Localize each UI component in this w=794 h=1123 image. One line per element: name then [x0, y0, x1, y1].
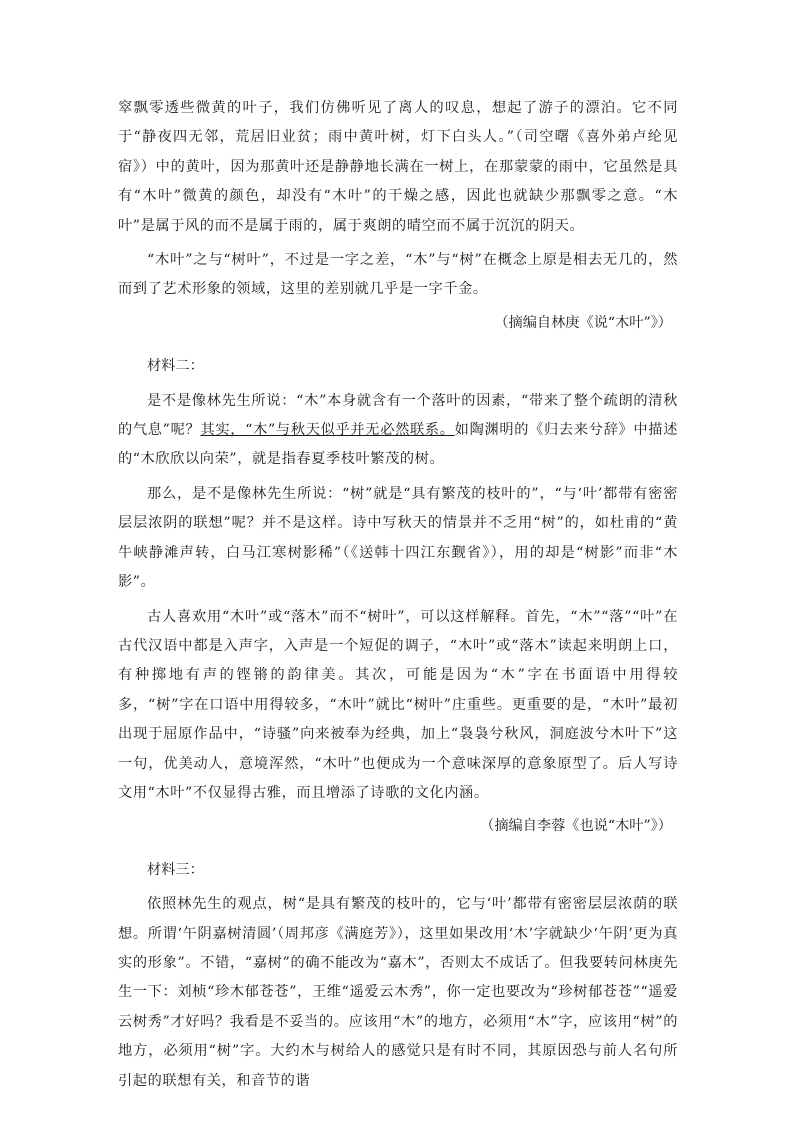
- underlined-sentence: 其实，“木”与秋天似乎并无必然联系。: [200, 422, 455, 439]
- paragraph-6: 依照林先生的观点，树“是具有繁茂的枝叶的，它与‘叶’都带有密密层层浓荫的联想。所谓‘午阴嘉树清圆’（周邦彦《满庭芳》），这里如果改用‘木’字就缺少‘午阴’更为真实的形象”。不错，“嘉树”的确不能改为“嘉木”，否则太不成话了。但我要转问林庚先生一下：刘桢“珍木郁苍苍”，王维“遥爱云木秀”，你一定也要改为“珍树郁苍苍”“遥爱云树秀”才好吗？我看是不妥当的。应该用“木”的地方，必须用“木”字，应该用“树”的地方，必须用“树”字。大约木与树给人的感觉只是有时不同，其原因恐与前人名句所引起的联想有关，和音节的谐: [118, 896, 678, 1089]
- source-citation-2: （摘编自李蓉《也说“木叶”》）: [480, 818, 672, 835]
- paragraph-3: [118, 387, 678, 475]
- paragraph-3-intro: 是不是像林先生所说：“木”本身就含有一个落叶的因素，“带来了整个疏朗的清秋的气息”呢？: [118, 392, 678, 439]
- paragraph-1: 窣飘零透些微黄的叶子，我们仿佛听见了离人的叹息，想起了游子的漂泊。它不同于“静夜四无邻，荒居旧业贫；雨中黄叶树，灯下白头人。”（司空曙《喜外弟卢纶见宿》）中的黄叶，因为那黄叶还是静静地长满在一树上，在那蒙蒙的雨中，它虽然是具有“木叶”微黄的颜色，却没有“木叶”的干燥之感，因此也就缺少那飘零之意。“木叶”是属于风的而不是属于雨的，属于爽朗的晴空而不属于沉沉的阴天。: [118, 100, 678, 234]
- paragraph-3-rest: 如陶渊明的《归去来兮辞》中描述的“木欣欣以向荣”，就是指春夏季枝叶繁茂的树。: [118, 422, 678, 468]
- paragraph-5: 古人喜欢用“木叶”或“落木”而不“树叶”，可以这样解释。首先，“木”“落”“叶”在古代汉语中都是入声字，入声是一个短促的调子，“木叶”或“落木”读起来明朗上口，有种掷地有声的铿锵的韵律美。其次，可能是因为“木”字在书面语中用得较多，“树”字在口语中用得较多，“木叶”就比“树叶”庄重些。更重要的是，“木叶”最初出现于屈原作品中，“诗骚”向来被奉为经典，加上“袅袅兮秋风，洞庭波兮木叶下”这一句，优美动人，意境浑然，“木叶”也便成为一个意味深厚的意象原型了。后人写诗文用“木叶”不仅显得古雅，而且增添了诗歌的文化内涵。: [118, 608, 678, 801]
- section-heading-material-2: 材料二：: [147, 358, 204, 375]
- source-citation-1: （摘编自林庚《说“木叶”》）: [494, 314, 672, 331]
- paragraph-4: 那么，是不是像林先生所说：“树”就是“具有繁茂的枝叶的”，“与‘叶’都带有密密层层浓阴的联想”呢？并不是这样。诗中写秋天的情景并不乏用“树”的，如杜甫的“黄牛峡静滩声转，白马江寒树影稀”（《送韩十四江东觐省》），用的却是“树影”而非“木影”。: [118, 485, 678, 591]
- section-heading-material-3: 材料三：: [147, 861, 204, 878]
- paragraph-2: “木叶”之与“树叶”，不过是一字之差，“木”与“树”在概念上原是相去无几的，然而到了艺术形象的领域，这里的差别就几乎是一字千金。: [118, 252, 678, 298]
- document-page: [118, 94, 678, 1096]
